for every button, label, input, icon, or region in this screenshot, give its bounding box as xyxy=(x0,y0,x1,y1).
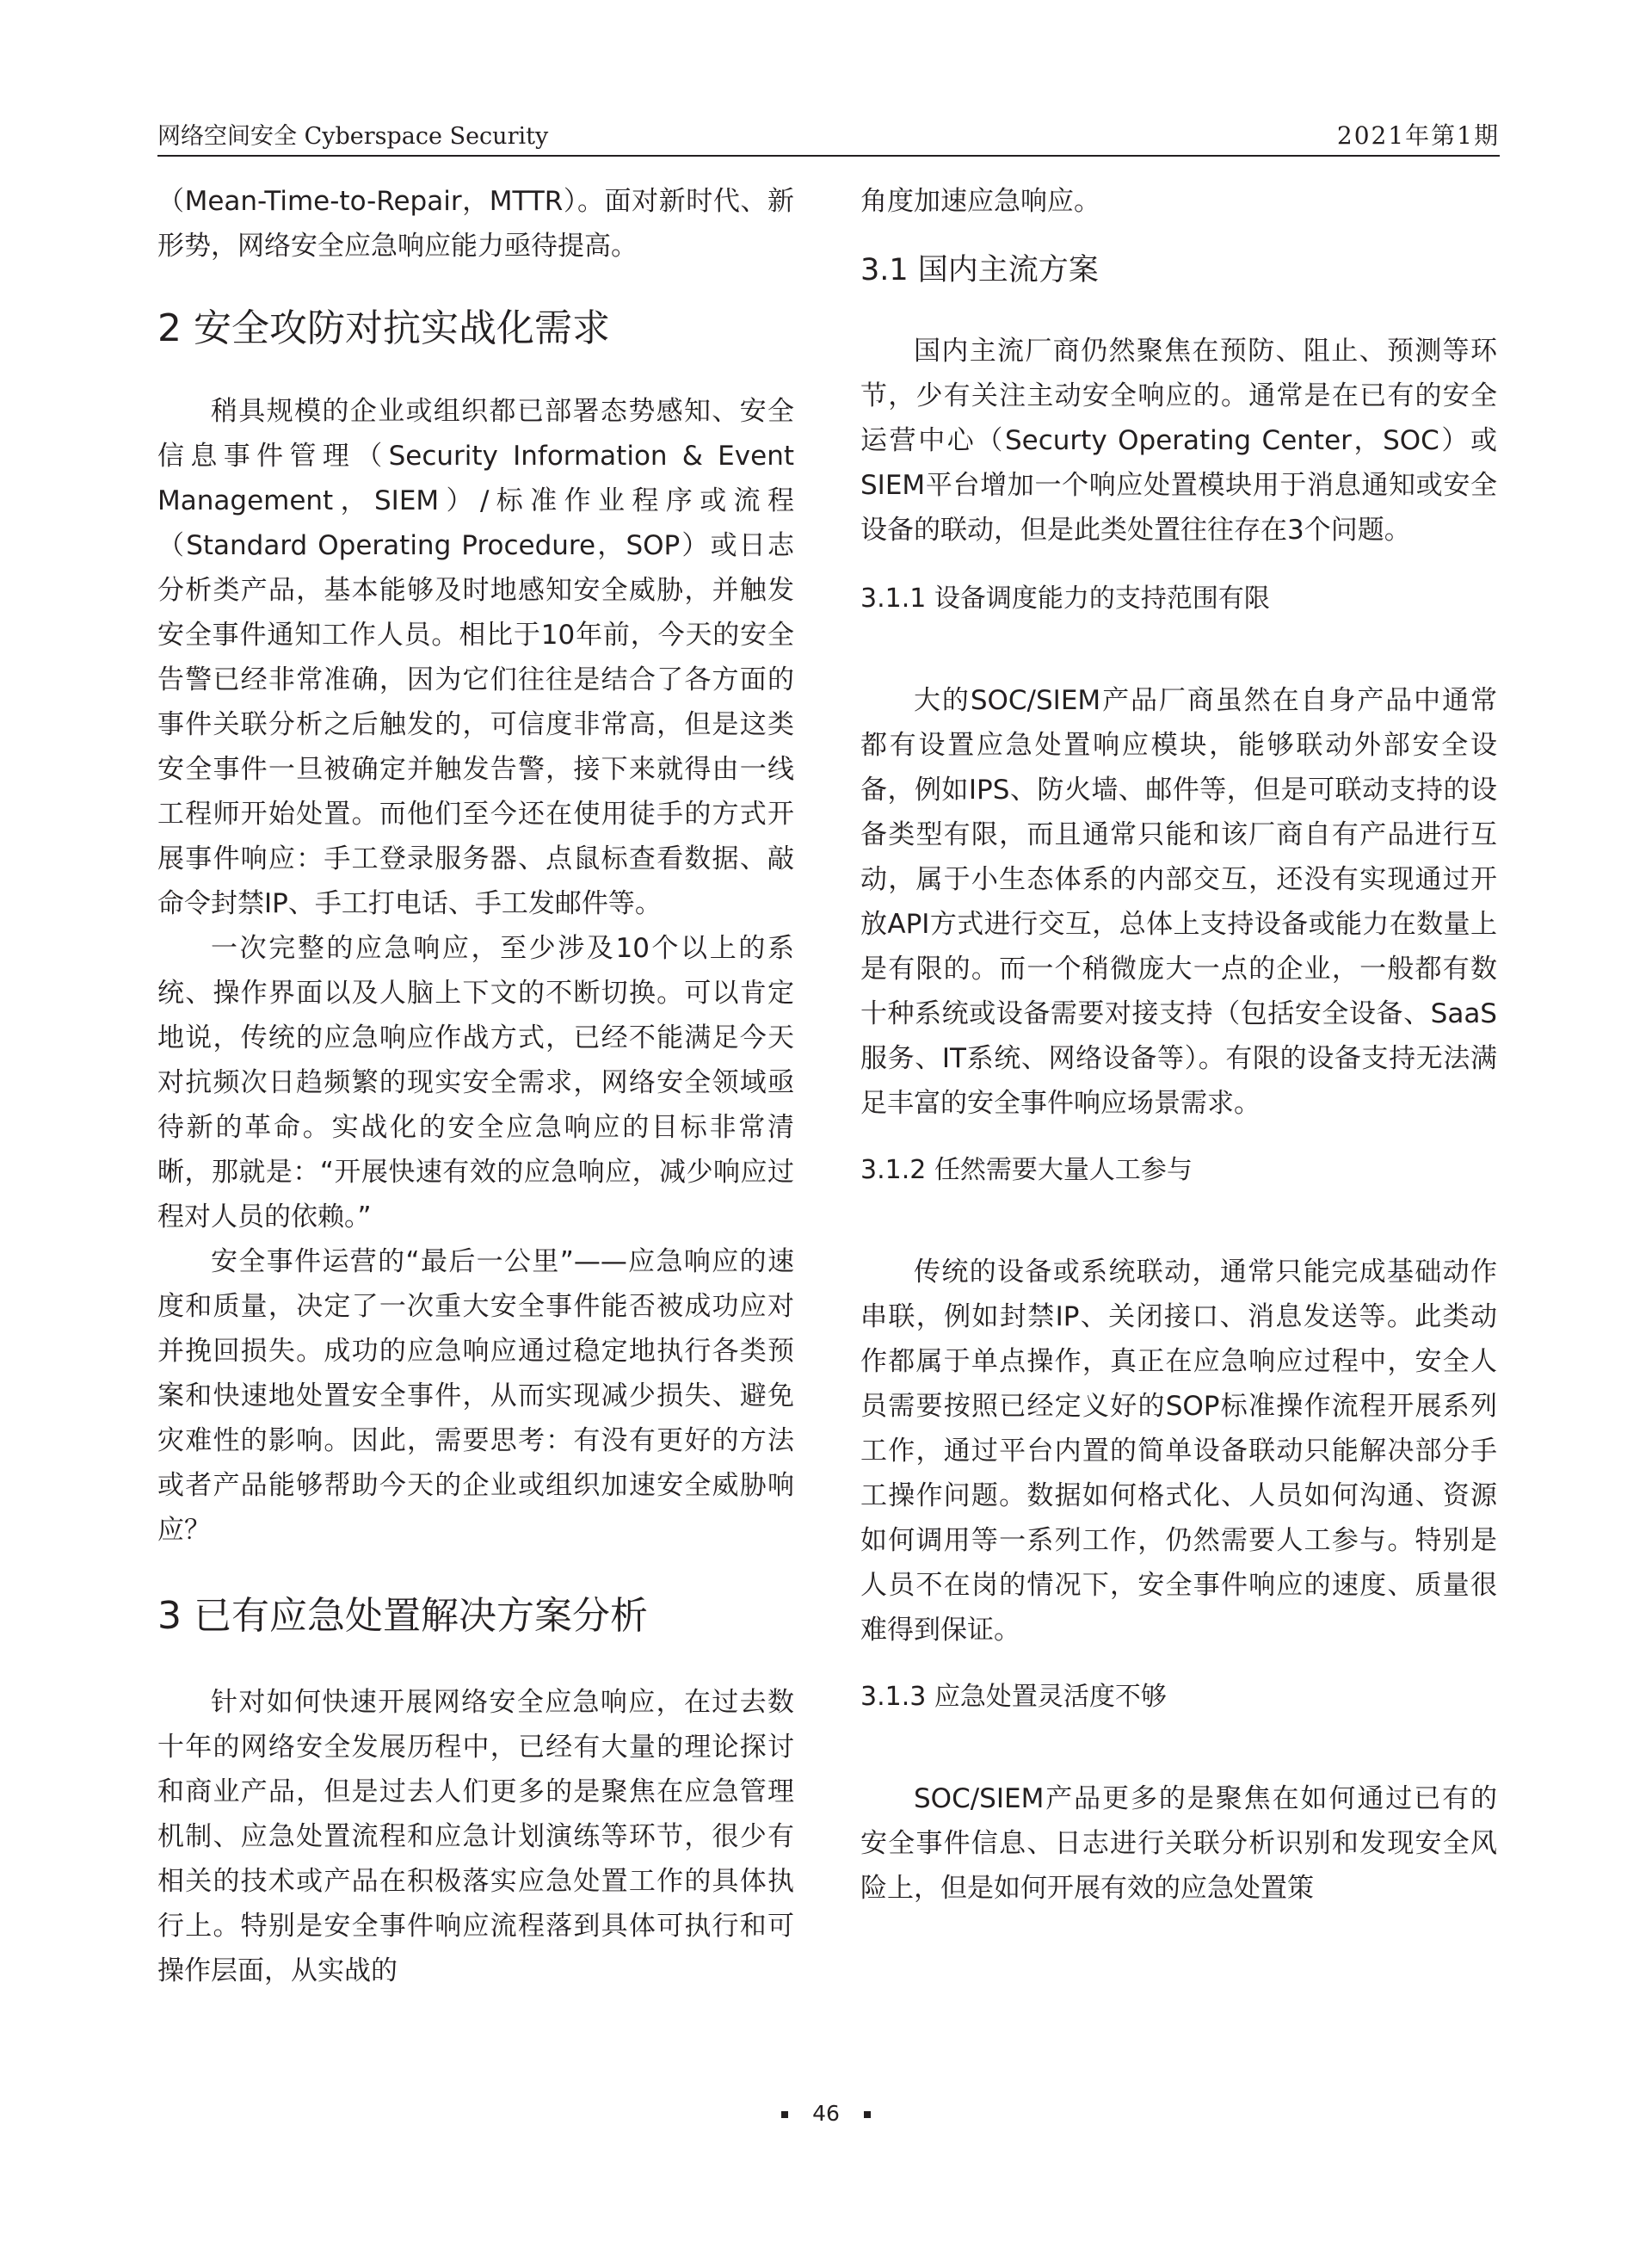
footer-square-left xyxy=(781,2111,788,2118)
right-column xyxy=(860,179,1497,1911)
paragraph: 针对如何快速开展网络安全应急响应，在过去数十年的网络安全发展历程中，已经有大量的理论探讨和商业产品，但是过去人们更多的是聚焦在应急管理机制、应急处置流程和应急计划演练等环节，很少有相关的技术或产品在积极落实应急处置工作的具体执行上。特别是安全事件响应流程落到具体可执行和可操作层面，从实战的 xyxy=(157,1687,794,1986)
left-column xyxy=(157,179,794,1993)
page-number: 46 xyxy=(812,2101,840,2126)
paragraph: 安全事件运营的“最后一公里”——应急响应的速度和质量，决定了一次重大安全事件能否被成功应对并挽回损失。成功的应急响应通过稳定地执行各类预案和快速地处置安全事件，从而实现减少损失、避免灾难性的影响。因此，需要思考：有没有更好的方法或者产品能够帮助今天的企业或组织加速安全威胁响应？ xyxy=(157,1246,794,1546)
paragraph: 国内主流厂商仍然聚焦在预防、阻止、预测等环节，少有关注主动安全响应的。通常是在已有的安全运营中心（Securty Operating Center，SOC）或SIEM平台增加一个响应处置模块用于消息通知或安全设备的联动，但是此类处置往往存在3个问题。 xyxy=(860,336,1497,546)
section-heading-2: 2 安全攻防对抗实战化需求 xyxy=(157,306,610,350)
paragraph: （Mean-Time-to-Repair，MTTR）。面对新时代、新形势，网络安全应急响应能力亟待提高。 xyxy=(157,186,794,262)
subsection-heading-3-1-1: 3.1.1 设备调度能力的支持范围有限 xyxy=(860,584,1270,614)
subsection-heading-3-1: 3.1 国内主流方案 xyxy=(860,253,1099,287)
page-footer xyxy=(0,2101,1652,2126)
journal-title: 网络空间安全 Cyberspace Security xyxy=(157,123,549,150)
issue-label: 2021年第1期 xyxy=(1336,121,1500,150)
header-rule xyxy=(157,155,1500,157)
subsection-heading-3-1-3: 3.1.3 应急处置灵活度不够 xyxy=(860,1682,1167,1712)
footer-square-right xyxy=(864,2111,871,2118)
subsection-heading-3-1-2: 3.1.2 任然需要大量人工参与 xyxy=(860,1155,1193,1185)
section-heading-3: 3 已有应急处置解决方案分析 xyxy=(157,1594,648,1638)
paragraph: 大的SOC/SIEM产品厂商虽然在自身产品中通常都有设置应急处置响应模块，能够联动外部安全设备，例如IPS、防火墙、邮件等，但是可联动支持的设备类型有限，而且通常只能和该厂商自有产品进行互动，属于小生态体系的内部交互，还没有实现通过开放API方式进行交互，总体上支持设备或能力在数量上是有限的。而一个稍微庞大一点的企业，一般都有数十种系统或设备需要对接支持（包括安全设备、SaaS服务、IT系统、网络设备等）。有限的设备支持无法满足丰富的安全事件响应场景需求。 xyxy=(860,685,1497,1119)
paragraph: SOC/SIEM产品更多的是聚焦在如何通过已有的安全事件信息、日志进行关联分析识别和发现安全风险上，但是如何开展有效的应急处置策 xyxy=(860,1783,1497,1904)
paragraph: 传统的设备或系统联动，通常只能完成基础动作串联，例如封禁IP、关闭接口、消息发送等。此类动作都属于单点操作，真正在应急响应过程中，安全人员需要按照已经定义好的SOP标准操作流程开展系列工作，通过平台内置的简单设备联动只能解决部分手工操作问题。数据如何格式化、人员如何沟通、资源如何调用等一系列工作，仍然需要人工参与。特别是人员不在岗的情况下，安全事件响应的速度、质量很难得到保证。 xyxy=(860,1257,1497,1646)
paragraph: 角度加速应急响应。 xyxy=(860,186,1100,217)
paragraph: 一次完整的应急响应，至少涉及10个以上的系统、操作界面以及人脑上下文的不断切换。可以肯定地说，传统的应急响应作战方式，已经不能满足今天对抗频次日趋频繁的现实安全需求，网络安全领域亟待新的革命。实战化的安全应急响应的目标非常清晰，那就是：“开展快速有效的应急响应，减少响应过程对人员的依赖。” xyxy=(157,933,794,1232)
running-header xyxy=(157,117,1500,155)
paragraph: 稍具规模的企业或组织都已部署态势感知、安全信息事件管理（Security Information & Event Management，SIEM）/标准作业程序或流程（Standard Operating Procedure，SOP）或日志分析类产品，基本能够及时地感知安全威胁，并触发安全事件通知工作人员。相比于10年前，今天的安全告警已经非常准确，因为它们往往是结合了各方面的事件关联分析之后触发的，可信度非常高，但是这类安全事件一旦被确定并触发告警，接下来就得由一线工程师开始处置。而他们至今还在使用徒手的方式开展事件响应：手工登录服务器、点鼠标查看数据、敲命令封禁IP、手工打电话、手工发邮件等。 xyxy=(157,396,794,919)
